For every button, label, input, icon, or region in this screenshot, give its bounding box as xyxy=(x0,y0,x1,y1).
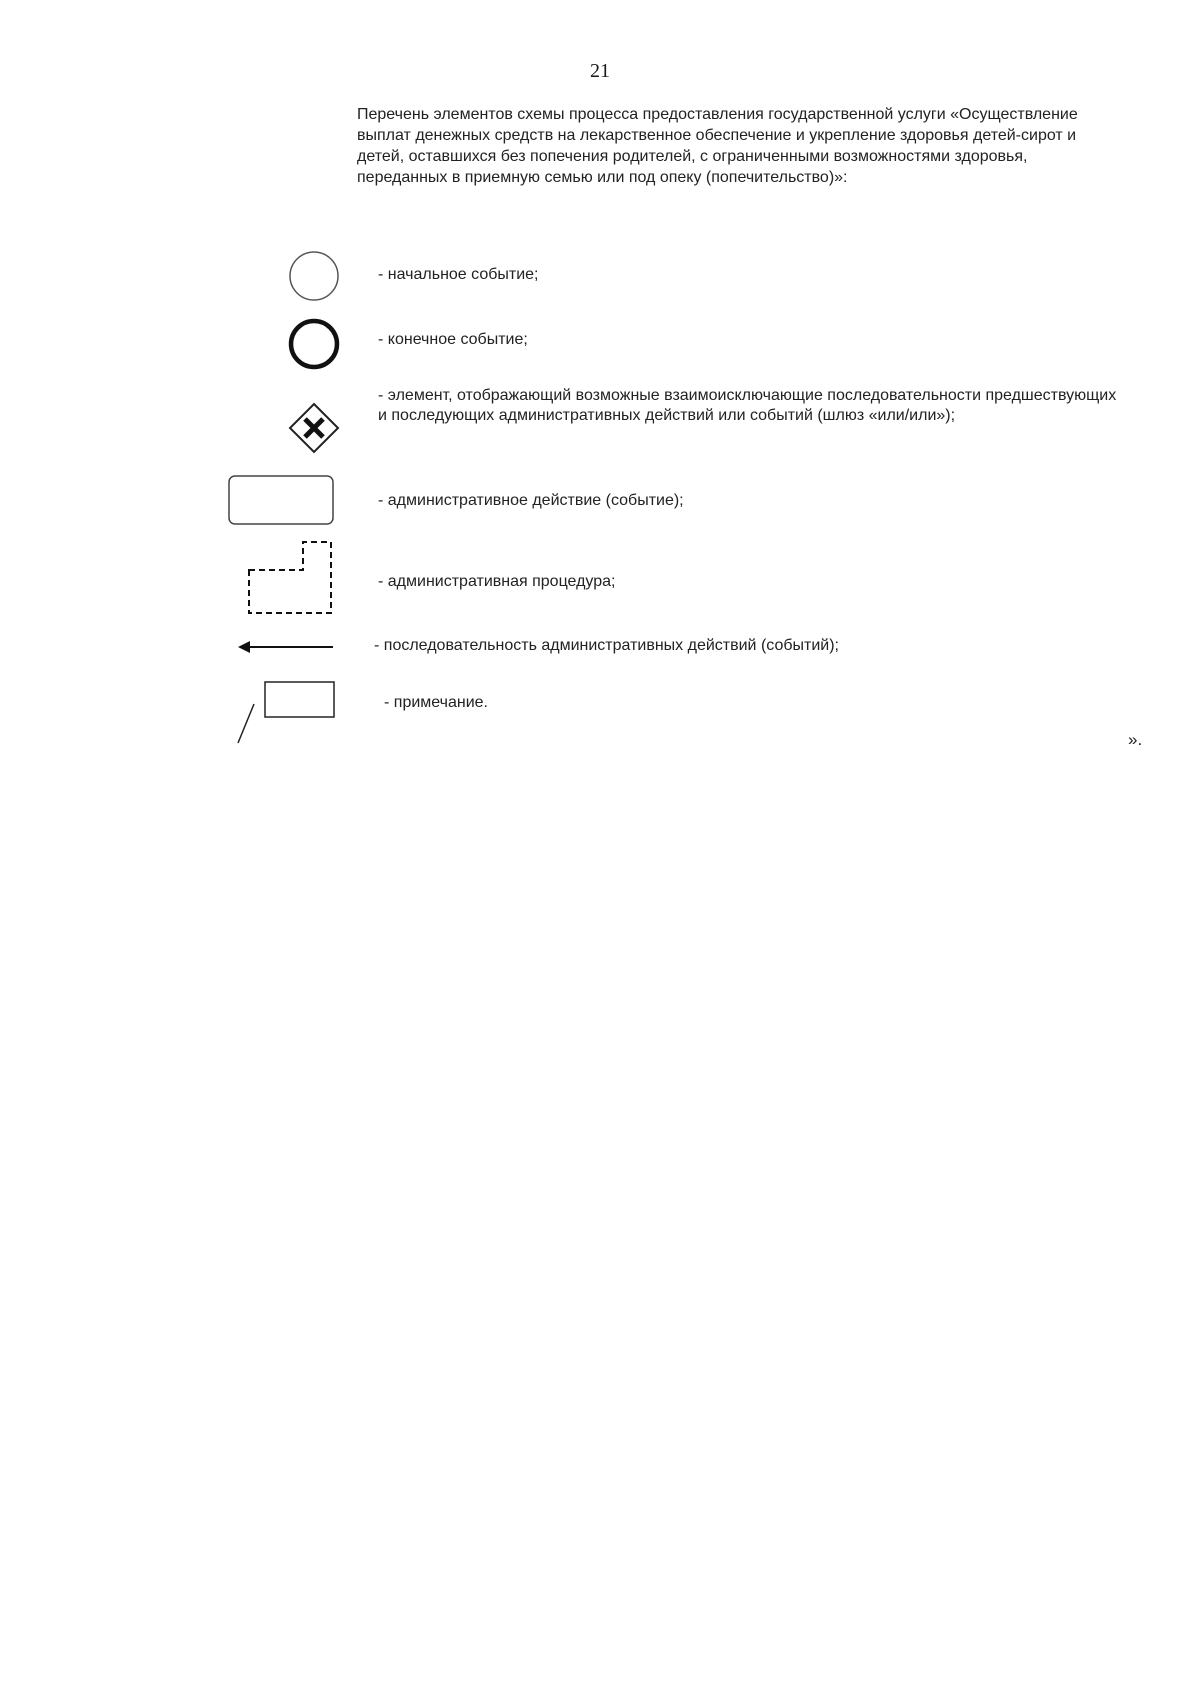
sequence-flow-arrow-icon xyxy=(236,638,336,656)
end-event-icon xyxy=(286,316,342,372)
legend-heading: Перечень элементов схемы процесса предоставления государственной услуги «Осуществление выплат денежных средств на лекарственное обеспечение и укрепление здоровья детей-сирот и детей, оставшихся без попечения родителей, с ограниченными возможностями здоровья, переданных в приемную семью или под опеку (попечительство)»: xyxy=(357,106,1078,186)
start-event-icon xyxy=(286,248,342,304)
activity-icon xyxy=(227,474,335,526)
legend-label-procedure: - административная процедура; xyxy=(378,573,616,590)
closing-quote-mark: ». xyxy=(1128,730,1143,749)
annotation-icon xyxy=(232,680,338,746)
legend-label-end-event: - конечное событие; xyxy=(378,331,528,348)
legend-label-activity: - административное действие (событие); xyxy=(378,492,684,509)
legend-label-start-event: - начальное событие; xyxy=(378,266,539,283)
legend-label-annotation: - примечание. xyxy=(384,694,488,711)
legend-label-exclusive-gateway: - элемент, отображающий возможные взаимоисключающие последовательности предшествующих и последующих административных действий или событий (шлюз «или/или»); xyxy=(378,387,1117,424)
procedure-icon xyxy=(247,540,337,616)
legend-label-sequence-flow: - последовательность административных действий (событий); xyxy=(374,637,839,654)
exclusive-gateway-icon xyxy=(286,400,342,456)
page-number: 21 xyxy=(590,60,610,82)
